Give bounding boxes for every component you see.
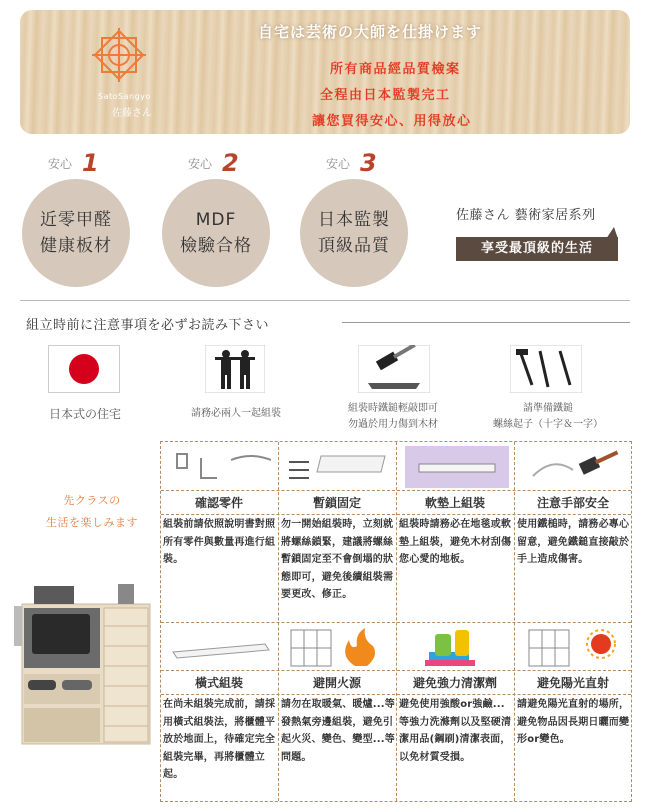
brand-name-en: SatoSangyo [98, 92, 151, 101]
tools-icon [510, 345, 582, 393]
icon-caption-3: 組裝時鐵鎚輕敲即可 勿過於用力傷到木材 [348, 403, 438, 430]
badge-label: 安心 [48, 157, 73, 171]
tip-body-8: 請避免陽光直射的場所，避免物品因長期日曬而變形or變色。 [517, 699, 630, 745]
badge-number: 3 [360, 149, 377, 177]
badge-circle [300, 179, 408, 287]
tip-title-8: 避免陽光直射 [536, 676, 609, 690]
parts-icon [171, 448, 271, 486]
icon-caption-2: 請務必兩人一起組裝 [191, 408, 281, 419]
assembly-tips-grid [160, 441, 632, 802]
side-tagline [36, 490, 148, 534]
tip-title-3: 軟墊上組裝 [424, 496, 485, 510]
icon-caption-1: 日本式の住宅 [48, 407, 121, 421]
tip-body-2: 勿一開始組裝時，立刻就將螺絲鎖緊，建議將螺絲暫鎖固定至不會倒塌的狀態即可，避免後續組裝需要更改、修正。 [281, 519, 394, 600]
banner-line-2: 全程由日本監製完工 [320, 88, 451, 103]
slogan-tag: 享受最頂級的生活 [456, 237, 618, 261]
brand-banner [20, 10, 630, 134]
tip-body-1: 組裝前請依照說明書對照所有零件與數量再進行組裝。 [163, 519, 276, 565]
cleaner-icon [405, 626, 509, 668]
banner-line-3: 讓您買得安心、用得放心 [312, 114, 472, 129]
tip-title-4: 注意手部安全 [536, 496, 609, 510]
brand-logo-icon [88, 24, 150, 86]
japan-flag-icon [48, 345, 120, 393]
badge-line-2: 檢驗合格 [180, 236, 252, 256]
badge-circle [162, 179, 270, 287]
badge-line-2: 健康板材 [40, 236, 112, 256]
screws-board-icon [285, 448, 389, 486]
cabinet-image [14, 556, 154, 746]
badge-line-1: MDF [195, 210, 237, 230]
badge-line-1: 近零甲醛 [40, 210, 112, 230]
fire-icon [285, 626, 389, 668]
tip-body-4: 使用鐵槌時，請務必專心留意，避免鐵鎚直接敲於手上造成傷害。 [517, 519, 630, 565]
tip-title-6: 避開火源 [312, 676, 361, 690]
series-title: 佐藤さん 藝術家居系列 [456, 208, 596, 223]
brand-name-jp: 佐藤さん [112, 108, 152, 119]
notice-rule [342, 322, 630, 323]
hammer-icon [358, 345, 430, 393]
tip-body-7: 避免使用強酸or強鹼...等強力洗滌劑以及堅硬清潔用品(鋼刷)清潔表面，以免材質受損。 [399, 699, 512, 763]
hand-hammer-icon [523, 446, 623, 488]
sun-icon [523, 626, 623, 668]
badge-number: 1 [82, 149, 99, 177]
two-people-icon [205, 345, 265, 393]
tip-body-6: 請勿在取暖氣、暖爐...等發熱氣旁邊組裝，避免引起火災、變色、變型...等問題。 [281, 699, 395, 763]
badge-label: 安心 [188, 157, 213, 171]
side-tagline-1: 先クラスの [63, 494, 121, 507]
icon-caption-4: 請準備鐵鎚 螺絲起子（十字＆一字） [493, 403, 603, 430]
tip-title-5: 橫式組裝 [194, 676, 243, 690]
badge-line-1: 日本監製 [318, 210, 390, 230]
soft-mat-icon [405, 446, 509, 488]
badge-label: 安心 [326, 157, 351, 171]
tip-title-7: 避免強力清潔劑 [412, 676, 497, 690]
tip-body-5: 在尚未組裝完成前，請採用橫式組裝法，將櫃體平放於地面上，待確定完全組裝完畢，再將櫃體立起。 [163, 699, 276, 780]
side-tagline-2: 生活を楽しみます [46, 516, 138, 529]
tip-title-1: 確認零件 [194, 496, 243, 510]
badge-circle [22, 179, 130, 287]
badge-line-2: 頂級品質 [318, 236, 390, 256]
tip-body-3: 組裝時請務必在地毯或軟墊上組裝，避免木材刮傷您心愛的地板。 [399, 519, 512, 565]
notice-title: 組立時前に注意事項を必ずお読み下さい [26, 318, 270, 333]
tip-title-2: 暫鎖固定 [312, 496, 361, 510]
section-divider [20, 300, 630, 301]
flat-board-icon [169, 628, 273, 666]
banner-line-1: 所有商品經品質檢案 [330, 62, 461, 77]
banner-title: 自宅は芸術の大師を仕掛けます [258, 23, 483, 41]
badge-number: 2 [222, 149, 239, 177]
